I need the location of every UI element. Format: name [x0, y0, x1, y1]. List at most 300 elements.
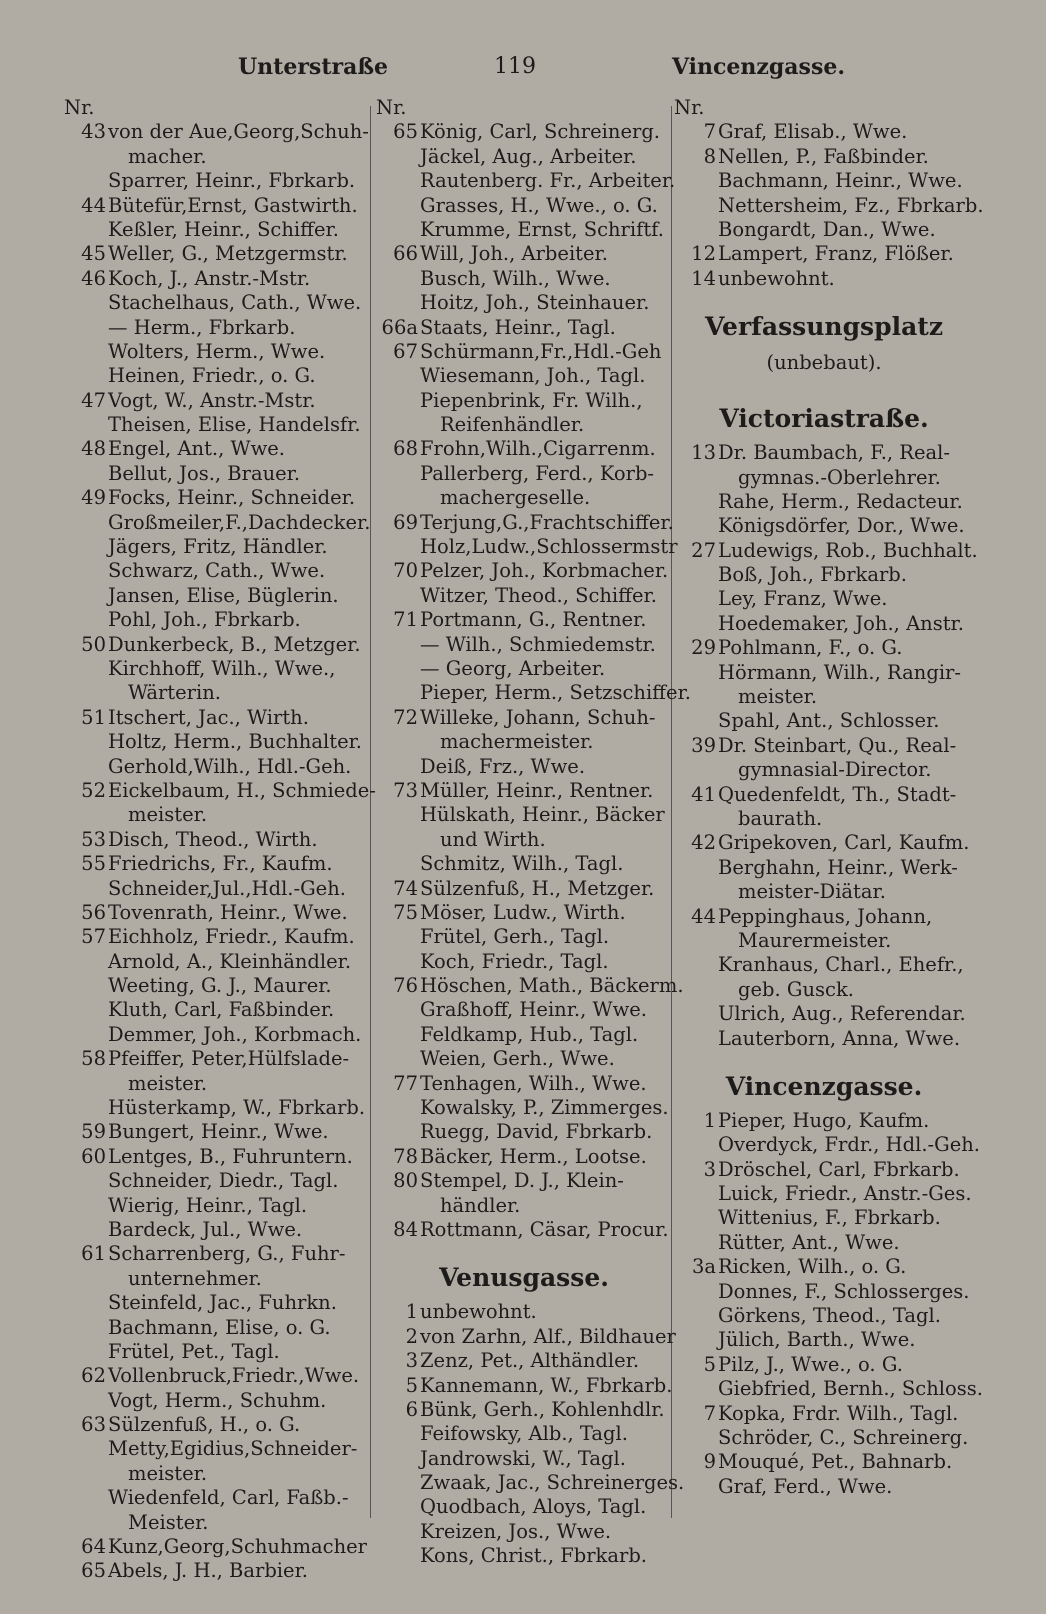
resident-text: Kons, Christ., Fbrkarb.	[420, 1544, 648, 1568]
resident-entry	[376, 267, 672, 291]
resident-entry	[64, 559, 370, 583]
resident-entry	[64, 1096, 370, 1120]
resident-entry	[376, 340, 672, 364]
resident-text: Zwaak, Jac., Schreinerges.	[420, 1471, 685, 1495]
resident-text: Schmitz, Wilh., Tagl.	[420, 852, 624, 876]
resident-entry	[376, 364, 672, 388]
resident-text: Tovenrath, Heinr., Wwe.	[108, 900, 348, 924]
resident-text: Theisen, Elise, Handelsfr.	[108, 413, 361, 437]
resident-entry	[376, 974, 684, 998]
resident-text: Keßler, Heinr., Schiffer.	[108, 217, 339, 241]
resident-entry	[376, 291, 672, 315]
resident-entry	[64, 1120, 370, 1144]
resident-entry	[674, 1475, 974, 1499]
entry-continuation: Wärterin.	[128, 681, 221, 705]
house-number: 3a	[691, 1255, 716, 1279]
resident-entry	[64, 1218, 370, 1242]
house-number: 73	[393, 778, 418, 802]
resident-text: Gerhold,Wilh., Hdl.-Geh.	[108, 754, 352, 778]
resident-entry	[674, 1109, 974, 1133]
resident-entry	[376, 1471, 685, 1495]
resident-entry	[674, 1027, 974, 1051]
resident-text: Pfeiffer, Peter,Hülfslade-	[108, 1047, 350, 1071]
resident-entry	[64, 194, 370, 218]
resident-entry	[376, 316, 672, 340]
resident-text: Weller, G., Metzgermstr.	[108, 242, 348, 266]
house-number: 75	[393, 900, 418, 924]
resident-text: Busch, Wilh., Wwe.	[420, 266, 611, 290]
house-number: 41	[691, 782, 716, 806]
resident-entry	[674, 856, 974, 880]
resident-text: Kowalsky, P., Zimmerges.	[420, 1096, 669, 1120]
resident-text: Witzer, Theod., Schiffer.	[420, 583, 657, 607]
resident-entry	[376, 1145, 672, 1169]
resident-entry	[674, 267, 974, 291]
resident-entry	[674, 1402, 974, 1426]
house-number: 46	[81, 266, 106, 290]
resident-entry	[376, 877, 672, 901]
resident-entry	[376, 120, 672, 144]
resident-entry	[674, 1280, 974, 1304]
resident-text: Graf, Ferd., Wwe.	[718, 1474, 893, 1498]
resident-entry	[64, 1194, 370, 1218]
resident-text: Quodbach, Aloys, Tagl.	[420, 1495, 647, 1519]
resident-entry	[674, 1255, 974, 1279]
house-number: 42	[691, 831, 716, 855]
resident-text: Bünk, Gerh., Kohlenhdlr.	[420, 1397, 665, 1421]
resident-text: Eickelbaum, H., Schmiede-	[108, 778, 376, 802]
resident-text: Deiß, Frz., Wwe.	[420, 754, 586, 778]
resident-entry	[674, 1328, 974, 1352]
resident-text: Lauterborn, Anna, Wwe.	[718, 1026, 961, 1050]
column-left	[64, 96, 376, 1584]
resident-entry	[674, 441, 974, 465]
resident-text: Pieper, Herm., Setzschiffer.	[420, 681, 691, 705]
resident-text: Koch, J., Anstr.-Mstr.	[108, 266, 311, 290]
house-number: 80	[393, 1169, 418, 1193]
resident-text: Pelzer, Joh., Korbmacher.	[420, 559, 669, 583]
resident-text: Kranhaus, Charl., Ehefr.,	[718, 953, 964, 977]
resident-text: Quedenfeldt, Th., Stadt-	[718, 782, 957, 806]
entry-continuation: händler.	[440, 1193, 521, 1217]
resident-text: Königsdörfer, Dor., Wwe.	[718, 514, 965, 538]
resident-entry	[376, 1169, 672, 1193]
resident-text: Jülich, Barth., Wwe.	[718, 1328, 916, 1352]
resident-text: Bäcker, Herm., Lootse.	[420, 1144, 647, 1168]
street-heading: Victoriastraße.	[719, 404, 929, 434]
resident-text: Hörmann, Wilh., Rangir-	[718, 660, 961, 684]
resident-entry	[376, 950, 672, 974]
street-note: (unbebaut).	[766, 351, 882, 375]
resident-entry	[64, 316, 370, 340]
resident-text: Abels, J. H., Barbier.	[108, 1559, 308, 1583]
resident-text: Stempel, D. J., Klein-	[420, 1169, 624, 1193]
house-number: 27	[691, 538, 716, 562]
resident-entry	[376, 1349, 672, 1373]
house-number: 6	[405, 1397, 418, 1421]
column-middle	[376, 96, 691, 1569]
entry-continuation: meister-Diätar.	[738, 880, 886, 904]
resident-entry	[376, 779, 672, 803]
resident-text: Rottmann, Cäsar, Procur.	[420, 1217, 669, 1241]
resident-text: Görkens, Theod., Tagl.	[718, 1304, 941, 1328]
resident-entry	[674, 490, 974, 514]
resident-text: Hoedemaker, Joh., Anstr.	[718, 611, 964, 635]
house-number: 68	[393, 437, 418, 461]
resident-text: Kreizen, Jos., Wwe.	[420, 1519, 612, 1543]
house-number: 58	[81, 1047, 106, 1071]
resident-entry	[64, 291, 370, 315]
resident-entry	[64, 633, 370, 657]
header-right-street: Vincenzgasse.	[672, 54, 845, 80]
entry-continuation: Reifenhändler.	[440, 413, 585, 437]
resident-text: Sülzenfuß, H., o. G.	[108, 1413, 301, 1437]
resident-text: — Wilh., Schmiedemstr.	[420, 632, 656, 656]
street-heading: Venusgasse.	[439, 1263, 609, 1293]
resident-entry	[674, 218, 974, 242]
resident-entry	[674, 1377, 983, 1401]
resident-text: Müller, Heinr., Rentner.	[420, 778, 654, 802]
resident-text: Bellut, Jos., Brauer.	[108, 461, 301, 485]
resident-entry	[64, 1169, 370, 1193]
resident-text: Ley, Franz, Wwe.	[718, 587, 888, 611]
resident-entry	[376, 1218, 672, 1242]
resident-entry	[674, 831, 974, 855]
house-number: 43	[81, 120, 106, 144]
resident-text: Holtz, Herm., Buchhalter.	[108, 730, 362, 754]
house-number: 57	[81, 925, 106, 949]
house-number: 12	[691, 242, 716, 266]
resident-entry	[64, 511, 370, 535]
house-number: 3	[703, 1157, 716, 1181]
resident-text: Heinen, Friedr., o. G.	[108, 364, 316, 388]
resident-entry	[64, 1291, 370, 1315]
resident-text: König, Carl, Schreinerg.	[420, 120, 660, 144]
resident-entry	[376, 755, 672, 779]
resident-entry	[64, 1316, 370, 1340]
header-left-street: Unterstraße	[238, 54, 389, 80]
resident-entry	[674, 120, 974, 144]
resident-text: Pohlmann, F., o. G.	[718, 636, 903, 660]
resident-text: Scharrenberg, G., Fuhr-	[108, 1242, 346, 1266]
resident-entry	[64, 462, 370, 486]
resident-text: Hoitz, Joh., Steinhauer.	[420, 291, 650, 315]
resident-text: Pieper, Hugo, Kaufm.	[718, 1108, 930, 1132]
house-number: 44	[81, 193, 106, 217]
resident-text: unbewohnt.	[420, 1300, 537, 1324]
resident-text: Will, Joh., Arbeiter.	[420, 242, 608, 266]
resident-text: Pohl, Joh., Fbrkarb.	[108, 608, 301, 632]
resident-text: Bachmann, Heinr., Wwe.	[718, 169, 963, 193]
house-number: 53	[81, 827, 106, 851]
resident-text: Gripekoven, Carl, Kaufm.	[718, 831, 970, 855]
resident-entry	[674, 1304, 974, 1328]
entry-continuation: Meister.	[128, 1510, 209, 1534]
entry-continuation: macher.	[128, 144, 207, 168]
resident-entry	[64, 852, 370, 876]
house-number: 44	[691, 904, 716, 928]
resident-entry	[674, 1158, 974, 1182]
resident-text: Wittenius, F., Fbrkarb.	[718, 1206, 941, 1230]
house-number: 66a	[381, 315, 418, 339]
resident-text: Pallerberg, Ferd., Korb-	[420, 461, 655, 485]
resident-entry	[64, 364, 370, 388]
resident-entry	[376, 1023, 672, 1047]
resident-text: Willeke, Johann, Schuh-	[420, 705, 656, 729]
resident-entry	[64, 1437, 370, 1461]
resident-entry	[64, 584, 370, 608]
resident-text: Vogt, Herm., Schuhm.	[108, 1388, 327, 1412]
resident-entry	[64, 998, 370, 1022]
resident-entry	[64, 1242, 370, 1266]
resident-entry	[674, 145, 974, 169]
resident-text: Staats, Heinr., Tagl.	[420, 315, 616, 339]
resident-entry	[376, 657, 672, 681]
resident-text: Nettersheim, Fz., Fbrkarb.	[718, 193, 984, 217]
resident-entry	[64, 1145, 370, 1169]
resident-text: Mouqué, Pet., Bahnarb.	[718, 1450, 953, 1474]
resident-text: Frütel, Pet., Tagl.	[108, 1339, 280, 1363]
resident-entry	[376, 462, 672, 486]
resident-text: Schröder, C., Schreinerg.	[718, 1425, 969, 1449]
resident-entry	[64, 706, 370, 730]
resident-text: Holz,Ludw.,Schlossermstr	[420, 535, 678, 559]
resident-entry	[64, 1535, 370, 1559]
resident-text: Kannemann, W., Fbrkarb.	[420, 1373, 673, 1397]
resident-entry	[674, 242, 974, 266]
resident-text: Graf, Elisab., Wwe.	[718, 120, 908, 144]
resident-text: Focks, Heinr., Schneider.	[108, 486, 356, 510]
resident-text: Hülskath, Heinr., Bäcker	[420, 803, 665, 827]
house-number: 13	[691, 441, 716, 465]
house-number: 48	[81, 437, 106, 461]
house-number: 60	[81, 1144, 106, 1168]
resident-entry	[674, 1353, 974, 1377]
resident-text: Schneider, Diedr., Tagl.	[108, 1169, 339, 1193]
resident-text: Ruegg, David, Fbrkarb.	[420, 1120, 653, 1144]
resident-text: Rautenberg. Fr., Arbeiter.	[420, 169, 676, 193]
resident-entry	[376, 1422, 672, 1446]
resident-entry	[674, 538, 978, 563]
resident-entry	[376, 706, 672, 730]
house-number: 71	[393, 608, 418, 632]
house-number: 67	[393, 339, 418, 363]
resident-text: Hüsterkamp, W., Fbrkarb.	[108, 1096, 366, 1120]
resident-text: Schneider,Jul.,Hdl.-Geh.	[108, 876, 346, 900]
resident-text: von der Aue,Georg,Schuh-	[108, 120, 369, 144]
resident-text: Lentges, B., Fuhruntern.	[108, 1144, 353, 1168]
resident-entry	[376, 852, 672, 876]
resident-entry	[376, 535, 678, 559]
resident-text: Bongardt, Dan., Wwe.	[718, 217, 936, 241]
resident-text: Friedrichs, Fr., Kaufm.	[108, 852, 333, 876]
house-number: 55	[81, 852, 106, 876]
resident-text: Bütefür,Ernst, Gastwirth.	[108, 193, 358, 217]
resident-text: Giebfried, Bernh., Schloss.	[718, 1377, 983, 1401]
resident-entry	[376, 925, 672, 949]
resident-entry	[64, 1389, 370, 1413]
resident-entry	[376, 1047, 672, 1071]
resident-text: Feifowsky, Alb., Tagl.	[420, 1422, 628, 1446]
resident-text: Rütter, Ant., Wwe.	[718, 1230, 900, 1254]
resident-text: Spahl, Ant., Schlosser.	[718, 709, 940, 733]
resident-entry	[674, 1002, 974, 1026]
resident-text: Dröschel, Carl, Fbrkarb.	[718, 1157, 960, 1181]
resident-text: Weeting, G. J., Maurer.	[108, 974, 332, 998]
house-number: 50	[81, 632, 106, 656]
resident-entry	[64, 242, 370, 266]
resident-entry	[376, 998, 672, 1022]
resident-entry	[64, 413, 370, 437]
resident-entry	[64, 950, 370, 974]
number-column-label: Nr.	[674, 96, 705, 119]
resident-entry	[376, 1324, 676, 1349]
resident-text: Möser, Ludw., Wirth.	[420, 900, 626, 924]
entry-continuation: meister.	[128, 803, 208, 827]
resident-entry	[376, 389, 672, 413]
street-heading: Vincenzgasse.	[725, 1071, 923, 1101]
house-number: 77	[393, 1071, 418, 1095]
resident-entry	[376, 242, 672, 266]
house-number: 45	[81, 242, 106, 266]
resident-entry	[376, 218, 672, 242]
resident-text: Ulrich, Aug., Referendar.	[718, 1002, 966, 1026]
resident-text: Frohn,Wilh.,Cigarrenm.	[420, 437, 656, 461]
resident-text: Wiedenfeld, Carl, Faßb.-	[108, 1486, 349, 1510]
resident-entry	[64, 877, 370, 901]
resident-text: Metty,Egidius,Schneider-	[108, 1437, 358, 1461]
resident-entry	[376, 803, 672, 827]
resident-entry	[376, 1520, 672, 1544]
resident-text: Dr. Steinbart, Qu., Real-	[718, 733, 957, 757]
house-number: 84	[393, 1217, 418, 1241]
resident-entry	[64, 657, 370, 681]
resident-entry	[674, 783, 974, 807]
entry-continuation: geb. Gusck.	[738, 977, 854, 1001]
resident-entry	[376, 1495, 672, 1519]
resident-entry	[674, 636, 974, 660]
resident-entry	[674, 1450, 974, 1474]
house-number: 3	[405, 1349, 418, 1373]
house-number: 65	[393, 120, 418, 144]
house-number: 63	[81, 1413, 106, 1437]
resident-entry	[64, 1559, 370, 1583]
resident-entry	[674, 709, 974, 733]
resident-entry	[674, 1206, 974, 1230]
resident-text: Dr. Baumbach, F., Real-	[718, 441, 950, 465]
house-number: 61	[81, 1242, 106, 1266]
resident-text: Piepenbrink, Fr. Wilh.,	[420, 388, 643, 412]
resident-text: Kunz,Georg,Schuhmacher	[108, 1535, 368, 1559]
resident-entry	[376, 1120, 672, 1144]
resident-entry	[376, 681, 691, 705]
resident-entry	[376, 1072, 672, 1096]
resident-text: Jägers, Fritz, Händler.	[108, 535, 328, 559]
resident-entry	[376, 145, 672, 169]
resident-text: Itschert, Jac., Wirth.	[108, 705, 309, 729]
resident-text: Portmann, G., Rentner.	[420, 608, 647, 632]
resident-entry	[64, 169, 370, 193]
resident-text: Peppinghaus, Johann,	[718, 904, 933, 928]
resident-entry	[64, 901, 370, 925]
house-number: 2	[405, 1324, 418, 1348]
resident-text: Terjung,G.,Frachtschiffer.	[420, 510, 674, 534]
resident-text: Kluth, Carl, Faßbinder.	[108, 998, 335, 1022]
resident-entry	[674, 661, 974, 685]
resident-text: Schürmann,Fr.,Hdl.-Geh	[420, 339, 662, 363]
house-number: 39	[691, 733, 716, 757]
house-number: 62	[81, 1364, 106, 1388]
resident-text: Wiesemann, Joh., Tagl.	[420, 364, 646, 388]
resident-text: Engel, Ant., Wwe.	[108, 437, 285, 461]
house-number: 69	[393, 510, 418, 534]
resident-text: Jansen, Elise, Büglerin.	[108, 583, 339, 607]
resident-entry	[674, 1231, 974, 1255]
resident-entry	[674, 612, 974, 636]
house-number: 5	[703, 1352, 716, 1376]
house-number: 1	[405, 1300, 418, 1324]
resident-entry	[376, 169, 676, 193]
resident-entry	[376, 559, 672, 583]
house-number: 64	[81, 1535, 106, 1559]
resident-text: Lampert, Franz, Flößer.	[718, 242, 954, 266]
column-divider	[370, 106, 371, 1518]
resident-text: Weien, Gerh., Wwe.	[420, 1047, 615, 1071]
resident-text: Jäckel, Aug., Arbeiter.	[420, 144, 637, 168]
resident-text: Pilz, J., Wwe., o. G.	[718, 1352, 903, 1376]
resident-entry	[64, 1023, 370, 1047]
resident-text: Nellen, P., Faßbinder.	[718, 144, 929, 168]
entry-continuation: Maurermeister.	[738, 928, 892, 952]
resident-entry	[64, 120, 370, 144]
house-number: 1	[703, 1108, 716, 1132]
house-number: 9	[703, 1450, 716, 1474]
resident-text: Bungert, Heinr., Wwe.	[108, 1120, 329, 1144]
resident-entry	[64, 778, 376, 803]
resident-entry	[64, 1486, 370, 1510]
entry-continuation: baurath.	[738, 806, 823, 830]
resident-entry	[64, 267, 370, 291]
house-number: 7	[703, 1401, 716, 1425]
house-number: 66	[393, 242, 418, 266]
resident-text: Bachmann, Elise, o. G.	[108, 1315, 331, 1339]
house-number: 49	[81, 486, 106, 510]
resident-entry	[376, 1096, 672, 1120]
resident-text: Stachelhaus, Cath., Wwe.	[108, 291, 362, 315]
resident-entry	[674, 953, 974, 977]
house-number: 47	[81, 388, 106, 412]
resident-entry	[64, 1047, 370, 1071]
house-number: 51	[81, 705, 106, 729]
resident-entry	[64, 755, 370, 779]
resident-entry	[376, 1398, 672, 1422]
resident-entry	[376, 1544, 672, 1568]
resident-text: unbewohnt.	[718, 266, 835, 290]
resident-text: Höschen, Math., Bäckerm.	[420, 974, 684, 998]
resident-entry	[64, 974, 370, 998]
resident-text: Grasses, H., Wwe., o. G.	[420, 193, 658, 217]
resident-text: Boß, Joh., Fbrkarb.	[718, 563, 907, 587]
resident-entry	[674, 1133, 980, 1157]
resident-text: Sparrer, Heinr., Fbrkarb.	[108, 169, 356, 193]
resident-text: Ricken, Wilh., o. G.	[718, 1255, 907, 1279]
resident-entry	[64, 608, 370, 632]
resident-entry	[64, 1413, 370, 1437]
resident-text: Vollenbruck,Friedr.,Wwe.	[108, 1364, 360, 1388]
resident-entry	[376, 584, 672, 608]
resident-entry	[674, 1182, 974, 1206]
resident-text: von Zarhn, Alf., Bildhauer	[420, 1324, 676, 1348]
